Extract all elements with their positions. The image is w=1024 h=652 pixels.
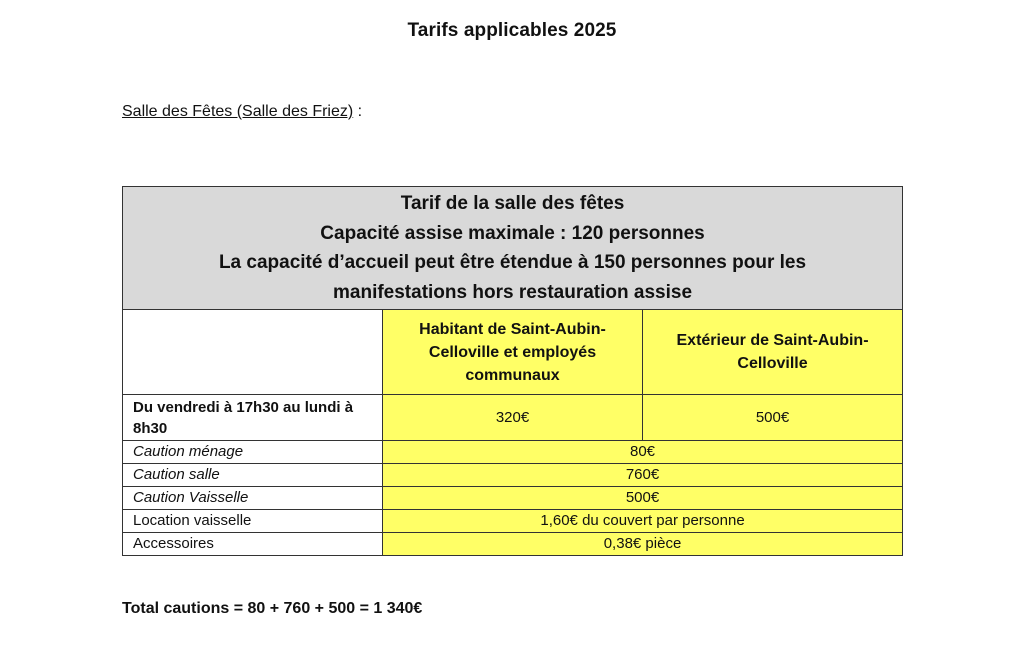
table-title-line: La capacité d’accueil peut être étendue à 150 personnes pour les	[218, 252, 807, 273]
section-heading-label: Salle des Fêtes (Salle des Friez)	[122, 103, 354, 120]
row-label: Location vaisselle	[123, 510, 383, 533]
table-row	[123, 510, 903, 533]
row-label: Caution ménage	[123, 441, 383, 464]
row-label: Caution salle	[123, 464, 383, 487]
table-row	[123, 487, 903, 510]
row-label: Du vendredi à 17h30 au lundi à 8h30	[123, 395, 383, 441]
column-header-empty	[123, 310, 383, 395]
total-cautions: Total cautions = 80 + 760 + 500 = 1 340€	[122, 600, 423, 617]
table-row	[123, 533, 903, 556]
row-value: 80€	[383, 441, 903, 464]
row-label: Caution Vaisselle	[123, 487, 383, 510]
column-header-row	[123, 310, 903, 395]
tariff-table	[122, 186, 903, 556]
resident-price: 320€	[383, 395, 643, 441]
row-value: 0,38€ pièce	[383, 533, 903, 556]
column-header-external: Extérieur de Saint-Aubin-Celloville	[643, 310, 903, 395]
section-heading	[122, 103, 362, 121]
row-value: 500€	[383, 487, 903, 510]
table-title-row	[123, 187, 903, 310]
table-title-line: Tarif de la salle des fêtes	[400, 193, 625, 214]
section-heading-suffix: :	[353, 103, 363, 120]
table-row	[123, 395, 903, 441]
table-row	[123, 464, 903, 487]
column-header-resident: Habitant de Saint-Aubin-Celloville et employés communaux	[383, 310, 643, 395]
row-value: 760€	[383, 464, 903, 487]
table-title-cell	[123, 187, 903, 310]
table-title-line: manifestations hors restauration assise	[333, 281, 693, 303]
row-label: Accessoires	[123, 533, 383, 556]
external-price: 500€	[643, 395, 903, 441]
table-title-line: Capacité assise maximale : 120 personnes	[320, 222, 705, 244]
table-row	[123, 441, 903, 464]
document-title: Tarifs applicables 2025	[407, 20, 617, 41]
row-value: 1,60€ du couvert par personne	[383, 510, 903, 533]
